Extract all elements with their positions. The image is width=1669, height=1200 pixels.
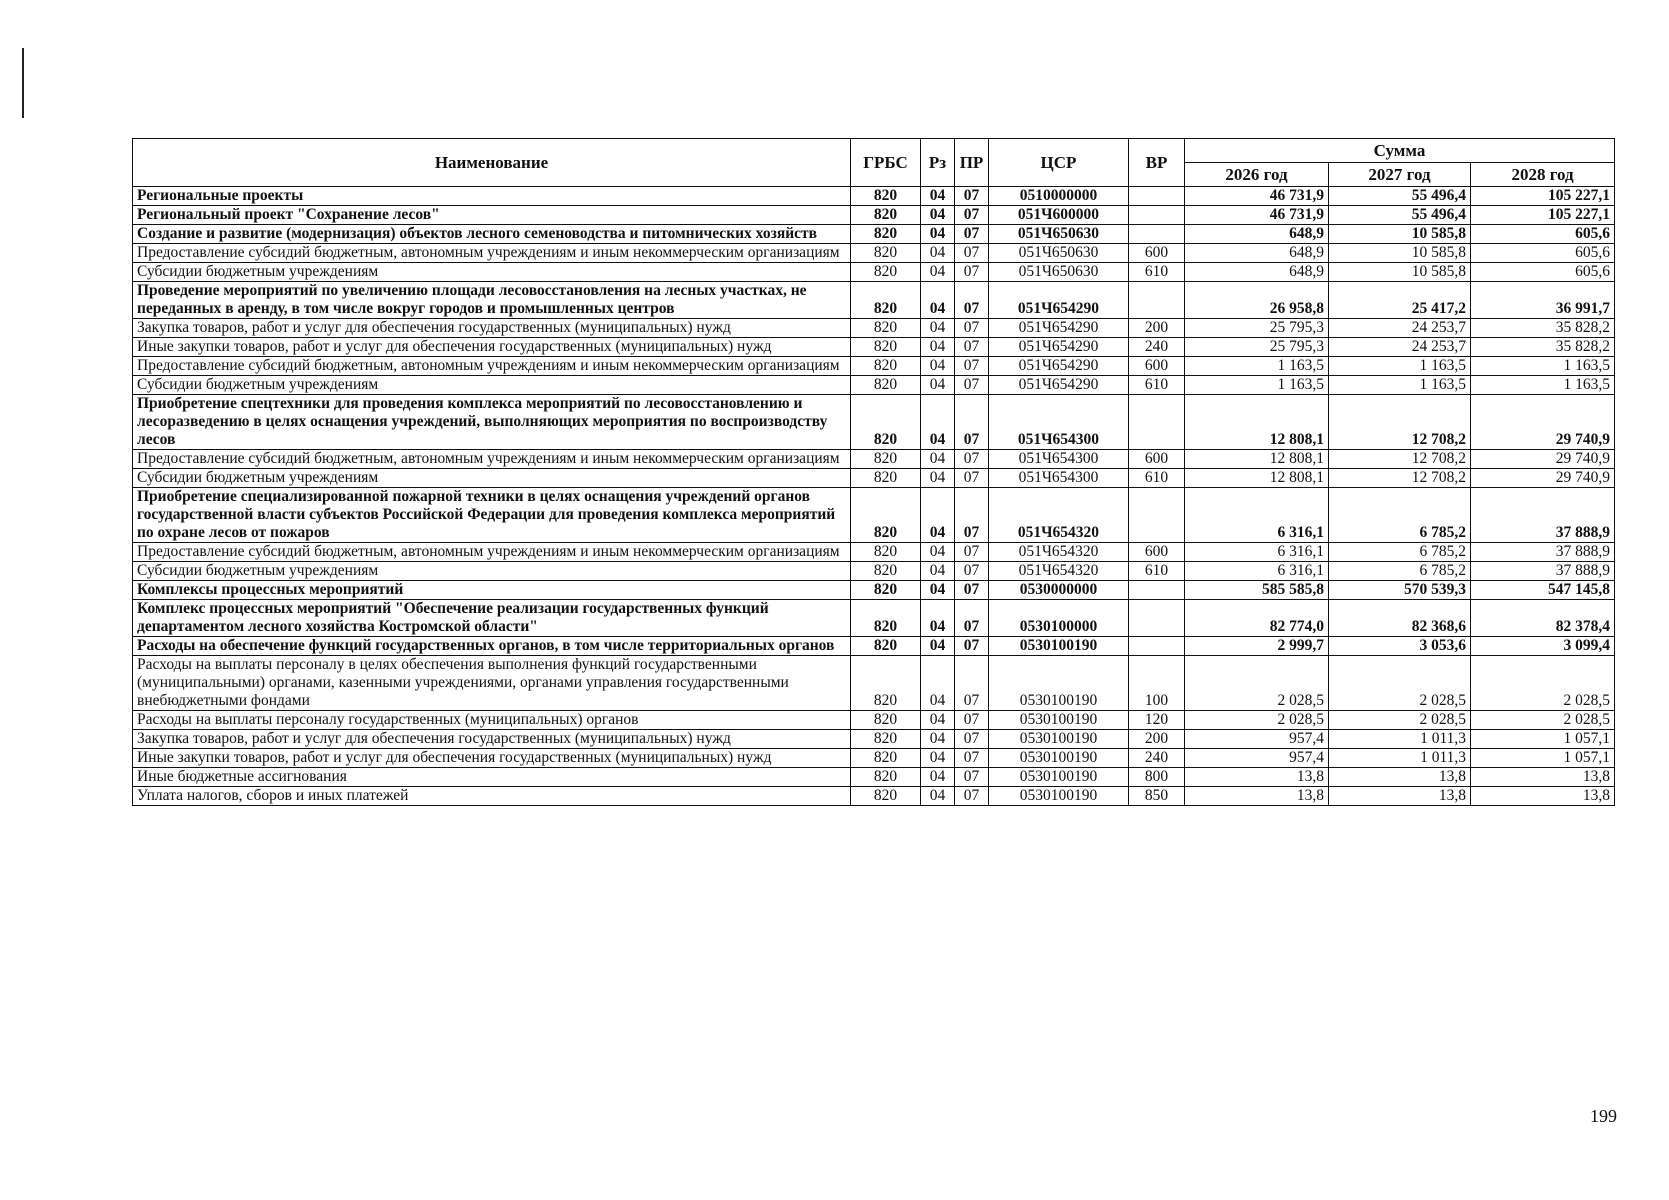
cell-csr: 051Ч654290 bbox=[989, 338, 1129, 357]
cell-vr bbox=[1129, 600, 1185, 637]
table-row bbox=[133, 768, 1615, 787]
cell-csr: 051Ч654300 bbox=[989, 395, 1129, 450]
cell-name: Приобретение специализированной пожарной техники в целях оснащения учреждений органов государственной власти субъектов Российской Федерации для проведения комплекса мероприятий по охране лесов от пожаров bbox=[133, 488, 851, 543]
cell-2028: 82 378,4 bbox=[1471, 600, 1615, 637]
cell-name: Субсидии бюджетным учреждениям bbox=[133, 376, 851, 395]
header-name: Наименование bbox=[133, 139, 851, 187]
table-row bbox=[133, 395, 1615, 450]
cell-2028: 37 888,9 bbox=[1471, 543, 1615, 562]
cell-2028: 605,6 bbox=[1471, 244, 1615, 263]
table-row bbox=[133, 225, 1615, 244]
cell-name: Предоставление субсидий бюджетным, автономным учреждениям и иным некоммерческим организациям bbox=[133, 244, 851, 263]
cell-name: Предоставление субсидий бюджетным, автономным учреждениям и иным некоммерческим организациям bbox=[133, 543, 851, 562]
cell-grbs: 820 bbox=[851, 225, 921, 244]
cell-2026: 1 163,5 bbox=[1185, 357, 1329, 376]
cell-name: Расходы на выплаты персоналу государственных (муниципальных) органов bbox=[133, 711, 851, 730]
cell-rz: 04 bbox=[921, 357, 955, 376]
table-row bbox=[133, 656, 1615, 711]
cell-grbs: 820 bbox=[851, 206, 921, 225]
cell-name: Проведение мероприятий по увеличению площади лесовосстановления на лесных участках, не переданных в аренду, в том числе вокруг городов и промышленных центров bbox=[133, 282, 851, 319]
cell-2026: 12 808,1 bbox=[1185, 450, 1329, 469]
cell-2027: 10 585,8 bbox=[1329, 263, 1471, 282]
cell-grbs: 820 bbox=[851, 187, 921, 206]
cell-rz: 04 bbox=[921, 637, 955, 656]
cell-csr: 0530100190 bbox=[989, 637, 1129, 656]
header-vr: ВР bbox=[1129, 139, 1185, 187]
cell-2026: 6 316,1 bbox=[1185, 488, 1329, 543]
cell-grbs: 820 bbox=[851, 488, 921, 543]
cell-rz: 04 bbox=[921, 376, 955, 395]
cell-vr: 610 bbox=[1129, 562, 1185, 581]
cell-2027: 55 496,4 bbox=[1329, 206, 1471, 225]
cell-name: Комплексы процессных мероприятий bbox=[133, 581, 851, 600]
cell-csr: 051Ч654290 bbox=[989, 319, 1129, 338]
cell-2026: 13,8 bbox=[1185, 787, 1329, 806]
cell-pr: 07 bbox=[955, 543, 989, 562]
cell-2027: 12 708,2 bbox=[1329, 395, 1471, 450]
cell-pr: 07 bbox=[955, 338, 989, 357]
cell-vr: 610 bbox=[1129, 469, 1185, 488]
header-sum: Сумма bbox=[1185, 139, 1615, 163]
cell-2028: 105 227,1 bbox=[1471, 187, 1615, 206]
table-row bbox=[133, 730, 1615, 749]
cell-2028: 2 028,5 bbox=[1471, 711, 1615, 730]
cell-2026: 13,8 bbox=[1185, 768, 1329, 787]
cell-name: Комплекс процессных мероприятий "Обеспечение реализации государственных функций департаментом лесного хозяйства Костромской области" bbox=[133, 600, 851, 637]
cell-2027: 6 785,2 bbox=[1329, 543, 1471, 562]
cell-csr: 0530100190 bbox=[989, 768, 1129, 787]
cell-pr: 07 bbox=[955, 749, 989, 768]
cell-2028: 36 991,7 bbox=[1471, 282, 1615, 319]
cell-grbs: 820 bbox=[851, 376, 921, 395]
cell-2027: 1 011,3 bbox=[1329, 730, 1471, 749]
cell-pr: 07 bbox=[955, 768, 989, 787]
table-header bbox=[133, 139, 1615, 187]
cell-name: Субсидии бюджетным учреждениям bbox=[133, 263, 851, 282]
cell-2026: 12 808,1 bbox=[1185, 395, 1329, 450]
cell-rz: 04 bbox=[921, 263, 955, 282]
cell-2027: 25 417,2 bbox=[1329, 282, 1471, 319]
cell-2027: 2 028,5 bbox=[1329, 656, 1471, 711]
cell-vr bbox=[1129, 581, 1185, 600]
cell-csr: 051Ч654300 bbox=[989, 450, 1129, 469]
cell-csr: 051Ч654290 bbox=[989, 357, 1129, 376]
cell-2027: 6 785,2 bbox=[1329, 488, 1471, 543]
cell-rz: 04 bbox=[921, 562, 955, 581]
cell-2028: 29 740,9 bbox=[1471, 450, 1615, 469]
cell-rz: 04 bbox=[921, 581, 955, 600]
table-row bbox=[133, 543, 1615, 562]
cell-2028: 105 227,1 bbox=[1471, 206, 1615, 225]
cell-csr: 051Ч654320 bbox=[989, 543, 1129, 562]
cell-rz: 04 bbox=[921, 730, 955, 749]
table-row bbox=[133, 338, 1615, 357]
cell-name: Предоставление субсидий бюджетным, автономным учреждениям и иным некоммерческим организациям bbox=[133, 450, 851, 469]
cell-2028: 2 028,5 bbox=[1471, 656, 1615, 711]
cell-vr: 600 bbox=[1129, 543, 1185, 562]
cell-2027: 3 053,6 bbox=[1329, 637, 1471, 656]
cell-pr: 07 bbox=[955, 282, 989, 319]
cell-vr: 240 bbox=[1129, 749, 1185, 768]
cell-rz: 04 bbox=[921, 600, 955, 637]
cell-csr: 051Ч600000 bbox=[989, 206, 1129, 225]
cell-2026: 957,4 bbox=[1185, 730, 1329, 749]
cell-name: Иные бюджетные ассигнования bbox=[133, 768, 851, 787]
cell-2027: 24 253,7 bbox=[1329, 319, 1471, 338]
header-grbs: ГРБС bbox=[851, 139, 921, 187]
cell-vr: 610 bbox=[1129, 376, 1185, 395]
cell-grbs: 820 bbox=[851, 357, 921, 376]
cell-rz: 04 bbox=[921, 187, 955, 206]
cell-csr: 0530000000 bbox=[989, 581, 1129, 600]
cell-csr: 0530100190 bbox=[989, 711, 1129, 730]
cell-csr: 051Ч654300 bbox=[989, 469, 1129, 488]
cell-vr: 600 bbox=[1129, 357, 1185, 376]
cell-pr: 07 bbox=[955, 787, 989, 806]
page-number: 199 bbox=[1590, 1106, 1617, 1126]
margin-line bbox=[22, 48, 24, 118]
cell-pr: 07 bbox=[955, 562, 989, 581]
cell-2028: 35 828,2 bbox=[1471, 319, 1615, 338]
cell-vr: 600 bbox=[1129, 244, 1185, 263]
cell-vr: 850 bbox=[1129, 787, 1185, 806]
table-row bbox=[133, 469, 1615, 488]
cell-2028: 13,8 bbox=[1471, 787, 1615, 806]
cell-pr: 07 bbox=[955, 319, 989, 338]
cell-rz: 04 bbox=[921, 543, 955, 562]
table-row bbox=[133, 600, 1615, 637]
cell-csr: 051Ч654290 bbox=[989, 376, 1129, 395]
cell-2027: 13,8 bbox=[1329, 768, 1471, 787]
table-row bbox=[133, 376, 1615, 395]
cell-rz: 04 bbox=[921, 282, 955, 319]
header-pr: ПР bbox=[955, 139, 989, 187]
cell-name: Приобретение спецтехники для проведения комплекса мероприятий по лесовосстановлению и лесоразведению в целях оснащения учреждений, выполняющих мероприятия по воспроизводству лесов bbox=[133, 395, 851, 450]
cell-pr: 07 bbox=[955, 225, 989, 244]
cell-rz: 04 bbox=[921, 244, 955, 263]
cell-csr: 0530100190 bbox=[989, 730, 1129, 749]
cell-2028: 29 740,9 bbox=[1471, 469, 1615, 488]
cell-2026: 2 028,5 bbox=[1185, 656, 1329, 711]
cell-pr: 07 bbox=[955, 656, 989, 711]
cell-grbs: 820 bbox=[851, 749, 921, 768]
cell-vr bbox=[1129, 225, 1185, 244]
cell-2028: 1 163,5 bbox=[1471, 357, 1615, 376]
table-body bbox=[133, 187, 1615, 806]
cell-name: Закупка товаров, работ и услуг для обеспечения государственных (муниципальных) нужд bbox=[133, 730, 851, 749]
table-row bbox=[133, 581, 1615, 600]
cell-2027: 55 496,4 bbox=[1329, 187, 1471, 206]
cell-2026: 648,9 bbox=[1185, 244, 1329, 263]
cell-2026: 957,4 bbox=[1185, 749, 1329, 768]
header-year-2028: 2028 год bbox=[1471, 163, 1615, 187]
cell-grbs: 820 bbox=[851, 543, 921, 562]
cell-csr: 0530100000 bbox=[989, 600, 1129, 637]
table-row bbox=[133, 787, 1615, 806]
cell-2028: 1 163,5 bbox=[1471, 376, 1615, 395]
cell-name: Иные закупки товаров, работ и услуг для обеспечения государственных (муниципальных) нужд bbox=[133, 749, 851, 768]
table-row bbox=[133, 319, 1615, 338]
cell-name: Субсидии бюджетным учреждениям bbox=[133, 469, 851, 488]
cell-rz: 04 bbox=[921, 450, 955, 469]
cell-rz: 04 bbox=[921, 768, 955, 787]
cell-vr bbox=[1129, 637, 1185, 656]
table-row bbox=[133, 450, 1615, 469]
cell-2026: 46 731,9 bbox=[1185, 206, 1329, 225]
cell-2028: 605,6 bbox=[1471, 263, 1615, 282]
cell-2026: 25 795,3 bbox=[1185, 319, 1329, 338]
cell-csr: 051Ч654320 bbox=[989, 488, 1129, 543]
cell-csr: 051Ч650630 bbox=[989, 244, 1129, 263]
cell-2027: 10 585,8 bbox=[1329, 244, 1471, 263]
cell-pr: 07 bbox=[955, 469, 989, 488]
cell-csr: 0510000000 bbox=[989, 187, 1129, 206]
cell-rz: 04 bbox=[921, 787, 955, 806]
cell-rz: 04 bbox=[921, 338, 955, 357]
cell-vr: 100 bbox=[1129, 656, 1185, 711]
cell-csr: 0530100190 bbox=[989, 656, 1129, 711]
cell-rz: 04 bbox=[921, 319, 955, 338]
cell-2028: 37 888,9 bbox=[1471, 488, 1615, 543]
cell-rz: 04 bbox=[921, 395, 955, 450]
cell-name: Закупка товаров, работ и услуг для обеспечения государственных (муниципальных) нужд bbox=[133, 319, 851, 338]
cell-rz: 04 bbox=[921, 469, 955, 488]
cell-2027: 1 011,3 bbox=[1329, 749, 1471, 768]
cell-vr bbox=[1129, 488, 1185, 543]
cell-2026: 25 795,3 bbox=[1185, 338, 1329, 357]
cell-grbs: 820 bbox=[851, 581, 921, 600]
cell-pr: 07 bbox=[955, 263, 989, 282]
budget-table bbox=[132, 138, 1615, 806]
cell-pr: 07 bbox=[955, 357, 989, 376]
cell-2026: 2 028,5 bbox=[1185, 711, 1329, 730]
table-row bbox=[133, 637, 1615, 656]
cell-vr: 600 bbox=[1129, 450, 1185, 469]
cell-name: Региональный проект "Сохранение лесов" bbox=[133, 206, 851, 225]
cell-grbs: 820 bbox=[851, 395, 921, 450]
cell-grbs: 820 bbox=[851, 711, 921, 730]
cell-2028: 605,6 bbox=[1471, 225, 1615, 244]
cell-grbs: 820 bbox=[851, 637, 921, 656]
cell-grbs: 820 bbox=[851, 600, 921, 637]
cell-2027: 24 253,7 bbox=[1329, 338, 1471, 357]
header-year-2027: 2027 год bbox=[1329, 163, 1471, 187]
cell-pr: 07 bbox=[955, 450, 989, 469]
cell-csr: 051Ч654290 bbox=[989, 282, 1129, 319]
cell-pr: 07 bbox=[955, 187, 989, 206]
table-row bbox=[133, 263, 1615, 282]
cell-2027: 82 368,6 bbox=[1329, 600, 1471, 637]
cell-vr: 240 bbox=[1129, 338, 1185, 357]
cell-2026: 2 999,7 bbox=[1185, 637, 1329, 656]
cell-2027: 13,8 bbox=[1329, 787, 1471, 806]
cell-2027: 2 028,5 bbox=[1329, 711, 1471, 730]
table-row bbox=[133, 562, 1615, 581]
cell-2028: 1 057,1 bbox=[1471, 749, 1615, 768]
cell-rz: 04 bbox=[921, 656, 955, 711]
cell-rz: 04 bbox=[921, 206, 955, 225]
cell-pr: 07 bbox=[955, 244, 989, 263]
table-row bbox=[133, 749, 1615, 768]
cell-csr: 051Ч654320 bbox=[989, 562, 1129, 581]
cell-grbs: 820 bbox=[851, 450, 921, 469]
cell-grbs: 820 bbox=[851, 787, 921, 806]
cell-pr: 07 bbox=[955, 581, 989, 600]
table-row bbox=[133, 282, 1615, 319]
cell-rz: 04 bbox=[921, 711, 955, 730]
cell-name: Региональные проекты bbox=[133, 187, 851, 206]
cell-2028: 547 145,8 bbox=[1471, 581, 1615, 600]
cell-name: Иные закупки товаров, работ и услуг для обеспечения государственных (муниципальных) нужд bbox=[133, 338, 851, 357]
cell-csr: 051Ч650630 bbox=[989, 263, 1129, 282]
cell-name: Субсидии бюджетным учреждениям bbox=[133, 562, 851, 581]
cell-2028: 35 828,2 bbox=[1471, 338, 1615, 357]
cell-grbs: 820 bbox=[851, 319, 921, 338]
table-row bbox=[133, 488, 1615, 543]
cell-vr: 800 bbox=[1129, 768, 1185, 787]
cell-grbs: 820 bbox=[851, 656, 921, 711]
cell-csr: 0530100190 bbox=[989, 787, 1129, 806]
cell-2027: 12 708,2 bbox=[1329, 450, 1471, 469]
cell-2026: 6 316,1 bbox=[1185, 562, 1329, 581]
cell-pr: 07 bbox=[955, 376, 989, 395]
cell-2026: 6 316,1 bbox=[1185, 543, 1329, 562]
cell-vr: 610 bbox=[1129, 263, 1185, 282]
cell-grbs: 820 bbox=[851, 562, 921, 581]
cell-vr: 200 bbox=[1129, 319, 1185, 338]
cell-name: Предоставление субсидий бюджетным, автономным учреждениям и иным некоммерческим организациям bbox=[133, 357, 851, 376]
cell-2028: 13,8 bbox=[1471, 768, 1615, 787]
cell-2028: 29 740,9 bbox=[1471, 395, 1615, 450]
cell-rz: 04 bbox=[921, 488, 955, 543]
cell-vr bbox=[1129, 206, 1185, 225]
cell-name: Расходы на выплаты персоналу в целях обеспечения выполнения функций государственными (муниципальными) органами, казенными учреждениями, органами управления государственными внебюджетными фондами bbox=[133, 656, 851, 711]
cell-pr: 07 bbox=[955, 488, 989, 543]
cell-grbs: 820 bbox=[851, 263, 921, 282]
cell-name: Создание и развитие (модернизация) объектов лесного семеноводства и питомнических хозяйств bbox=[133, 225, 851, 244]
cell-2027: 10 585,8 bbox=[1329, 225, 1471, 244]
cell-pr: 07 bbox=[955, 730, 989, 749]
cell-2027: 1 163,5 bbox=[1329, 376, 1471, 395]
cell-2026: 648,9 bbox=[1185, 225, 1329, 244]
cell-vr: 120 bbox=[1129, 711, 1185, 730]
cell-2028: 37 888,9 bbox=[1471, 562, 1615, 581]
cell-grbs: 820 bbox=[851, 768, 921, 787]
table-row bbox=[133, 244, 1615, 263]
table-row bbox=[133, 357, 1615, 376]
cell-grbs: 820 bbox=[851, 338, 921, 357]
cell-grbs: 820 bbox=[851, 244, 921, 263]
cell-vr: 200 bbox=[1129, 730, 1185, 749]
cell-2026: 82 774,0 bbox=[1185, 600, 1329, 637]
cell-2026: 46 731,9 bbox=[1185, 187, 1329, 206]
cell-name: Расходы на обеспечение функций государственных органов, в том числе территориальных органов bbox=[133, 637, 851, 656]
cell-pr: 07 bbox=[955, 711, 989, 730]
cell-grbs: 820 bbox=[851, 730, 921, 749]
cell-pr: 07 bbox=[955, 395, 989, 450]
cell-2026: 648,9 bbox=[1185, 263, 1329, 282]
cell-vr bbox=[1129, 187, 1185, 206]
cell-vr bbox=[1129, 282, 1185, 319]
cell-vr bbox=[1129, 395, 1185, 450]
cell-2026: 26 958,8 bbox=[1185, 282, 1329, 319]
cell-grbs: 820 bbox=[851, 282, 921, 319]
cell-2028: 3 099,4 bbox=[1471, 637, 1615, 656]
cell-rz: 04 bbox=[921, 749, 955, 768]
cell-2027: 6 785,2 bbox=[1329, 562, 1471, 581]
cell-2027: 1 163,5 bbox=[1329, 357, 1471, 376]
cell-rz: 04 bbox=[921, 225, 955, 244]
cell-name: Уплата налогов, сборов и иных платежей bbox=[133, 787, 851, 806]
cell-2027: 570 539,3 bbox=[1329, 581, 1471, 600]
cell-2027: 12 708,2 bbox=[1329, 469, 1471, 488]
header-rz: Рз bbox=[921, 139, 955, 187]
cell-2026: 585 585,8 bbox=[1185, 581, 1329, 600]
cell-csr: 051Ч650630 bbox=[989, 225, 1129, 244]
cell-csr: 0530100190 bbox=[989, 749, 1129, 768]
cell-pr: 07 bbox=[955, 600, 989, 637]
header-csr: ЦСР bbox=[989, 139, 1129, 187]
header-year-2026: 2026 год bbox=[1185, 163, 1329, 187]
cell-2026: 1 163,5 bbox=[1185, 376, 1329, 395]
table-row bbox=[133, 206, 1615, 225]
cell-grbs: 820 bbox=[851, 469, 921, 488]
cell-2026: 12 808,1 bbox=[1185, 469, 1329, 488]
table-row bbox=[133, 711, 1615, 730]
cell-2028: 1 057,1 bbox=[1471, 730, 1615, 749]
table-row bbox=[133, 187, 1615, 206]
cell-pr: 07 bbox=[955, 206, 989, 225]
cell-pr: 07 bbox=[955, 637, 989, 656]
